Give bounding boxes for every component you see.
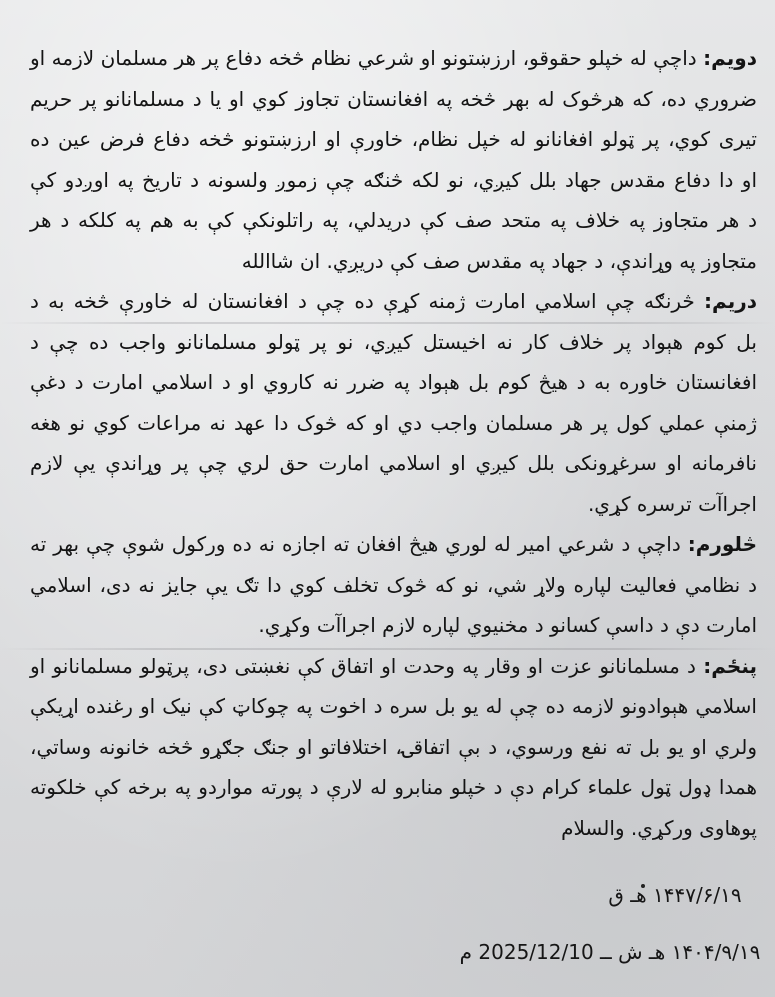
text-line bbox=[30, 79, 757, 120]
line-text: داچې له خپلو حقوقو، ارزښتونو او شرعي نظام څخه دفاع پر هر مسلمان لازمه او bbox=[30, 46, 697, 70]
section-heading: دویم: bbox=[703, 46, 757, 70]
text-line bbox=[30, 443, 757, 484]
section-heading: دریم: bbox=[704, 289, 758, 313]
paragraph bbox=[30, 524, 757, 646]
line-text: ضروري ده، که هرڅوک له بهر څخه په افغانستان تجاوز کوي او یا د مسلمانانو پر حریم bbox=[30, 86, 757, 111]
document-body bbox=[30, 38, 757, 848]
text-line bbox=[30, 403, 757, 444]
text-line bbox=[30, 808, 757, 849]
text-line bbox=[30, 160, 757, 201]
text-line bbox=[30, 119, 757, 160]
line-text: د مسلمانانو عزت او وقار په وحدت او اتفاق کې نغښتی دی، پرټولو مسلمانانو او bbox=[30, 653, 696, 678]
line-text: همدا ډول ټول علماء کرام دې د خپلو منابرو له لارې د پورته مواردو په برخه کې خلکوته bbox=[30, 775, 757, 799]
line-text: او دا دفاع مقدس جهاد بلل کیږي، نو لکه څنګه چې زموږ ولسونه د تاریخ په اوږدو کې bbox=[30, 167, 757, 192]
paragraph bbox=[30, 646, 757, 849]
text-line bbox=[30, 686, 757, 727]
text-line bbox=[30, 646, 757, 687]
line-text: د نظامي فعالیت لپاره ولاړ شي، نو که څوک تخلف کوي دا تګ یې جایز نه دی، اسلامي bbox=[30, 572, 757, 597]
text-line bbox=[30, 727, 757, 768]
text-line bbox=[30, 767, 757, 808]
text-line bbox=[30, 281, 757, 322]
line-text: ژمنې عملي کول پر هر مسلمان واجب دي او که څوک دا عهد نه مراعات کوي نو هغه bbox=[30, 410, 757, 435]
text-line bbox=[30, 605, 757, 646]
section-heading: پنځم: bbox=[703, 653, 757, 678]
text-line bbox=[30, 565, 757, 606]
text-line bbox=[30, 200, 757, 241]
line-text: د هر متجاوز په خلاف په متحد صف کې دریدلي، په راتلونکې کې به هم په کلکه د هر bbox=[30, 208, 757, 232]
text-line bbox=[30, 38, 757, 79]
line-text: اسلامي هېوادونو لازمه ده چې له یو بل سره د اخوت په چوکاټ کې نیک او رغنده اړیکې bbox=[30, 694, 757, 718]
line-text: داچې د شرعي امیر له لوري هیڅ افغان ته اجازه نه ده ورکول شوې چې بهر ته bbox=[30, 532, 681, 556]
date-hijri-lunar: ۱۴۴۷/۶/۱۹ هـ ق bbox=[608, 883, 742, 907]
text-line bbox=[30, 322, 757, 363]
line-text: اجراآت ترسره کړي. bbox=[587, 491, 757, 516]
text-line bbox=[30, 241, 757, 282]
line-text: پوهاوی ورکړي. والسلام bbox=[561, 815, 757, 840]
date-hijri-solar-gregorian: ۱۴۰۴/۹/۱۹ هـ ش ــ 2025/12/10 م bbox=[459, 940, 761, 964]
text-line bbox=[30, 524, 757, 565]
line-text: ولري او یو بل ته نفع ورسوي، د بې اتفاقۍ، اختلافاتو او جنګ جګړو څخه خانونه وساتي، bbox=[30, 734, 757, 759]
line-text: څرنګه چې اسلامي امارت ژمنه کړې ده چې د افغانستان له خاورې څخه به د bbox=[30, 289, 695, 313]
section-heading: څلورم: bbox=[687, 532, 758, 556]
line-text: امارت دې د داسې کسانو د مخنیوي لپاره لازم اجراآت وکړي. bbox=[258, 613, 757, 637]
line-text: نافرمانه او سرغړونکی بلل کیږي او اسلامي امارت حق لري چې پر وړاندې یې لازم bbox=[30, 451, 757, 475]
paragraph bbox=[30, 38, 757, 281]
text-line bbox=[30, 484, 757, 525]
line-text: افغانستان خاوره به د هیڅ کوم بل هېواد په ضرر نه کاروي او د اسلامي امارت د دغې bbox=[30, 370, 757, 394]
line-text: متجاوز په وړاندې، د جهاد په مقدس صف کې دریږي. ان شاالله bbox=[241, 248, 757, 273]
paragraph bbox=[30, 281, 757, 524]
line-text: تیری کوي، پر ټولو افغانانو له خپل نظام، خاورې او ارزښتونو څخه دفاع فرض عین ده bbox=[30, 127, 757, 151]
text-line bbox=[30, 362, 757, 403]
line-text: بل کوم هېواد پر خلاف کار نه اخیستل کیږي، نو پر ټولو مسلمانانو واجب ده چې د bbox=[30, 329, 757, 354]
